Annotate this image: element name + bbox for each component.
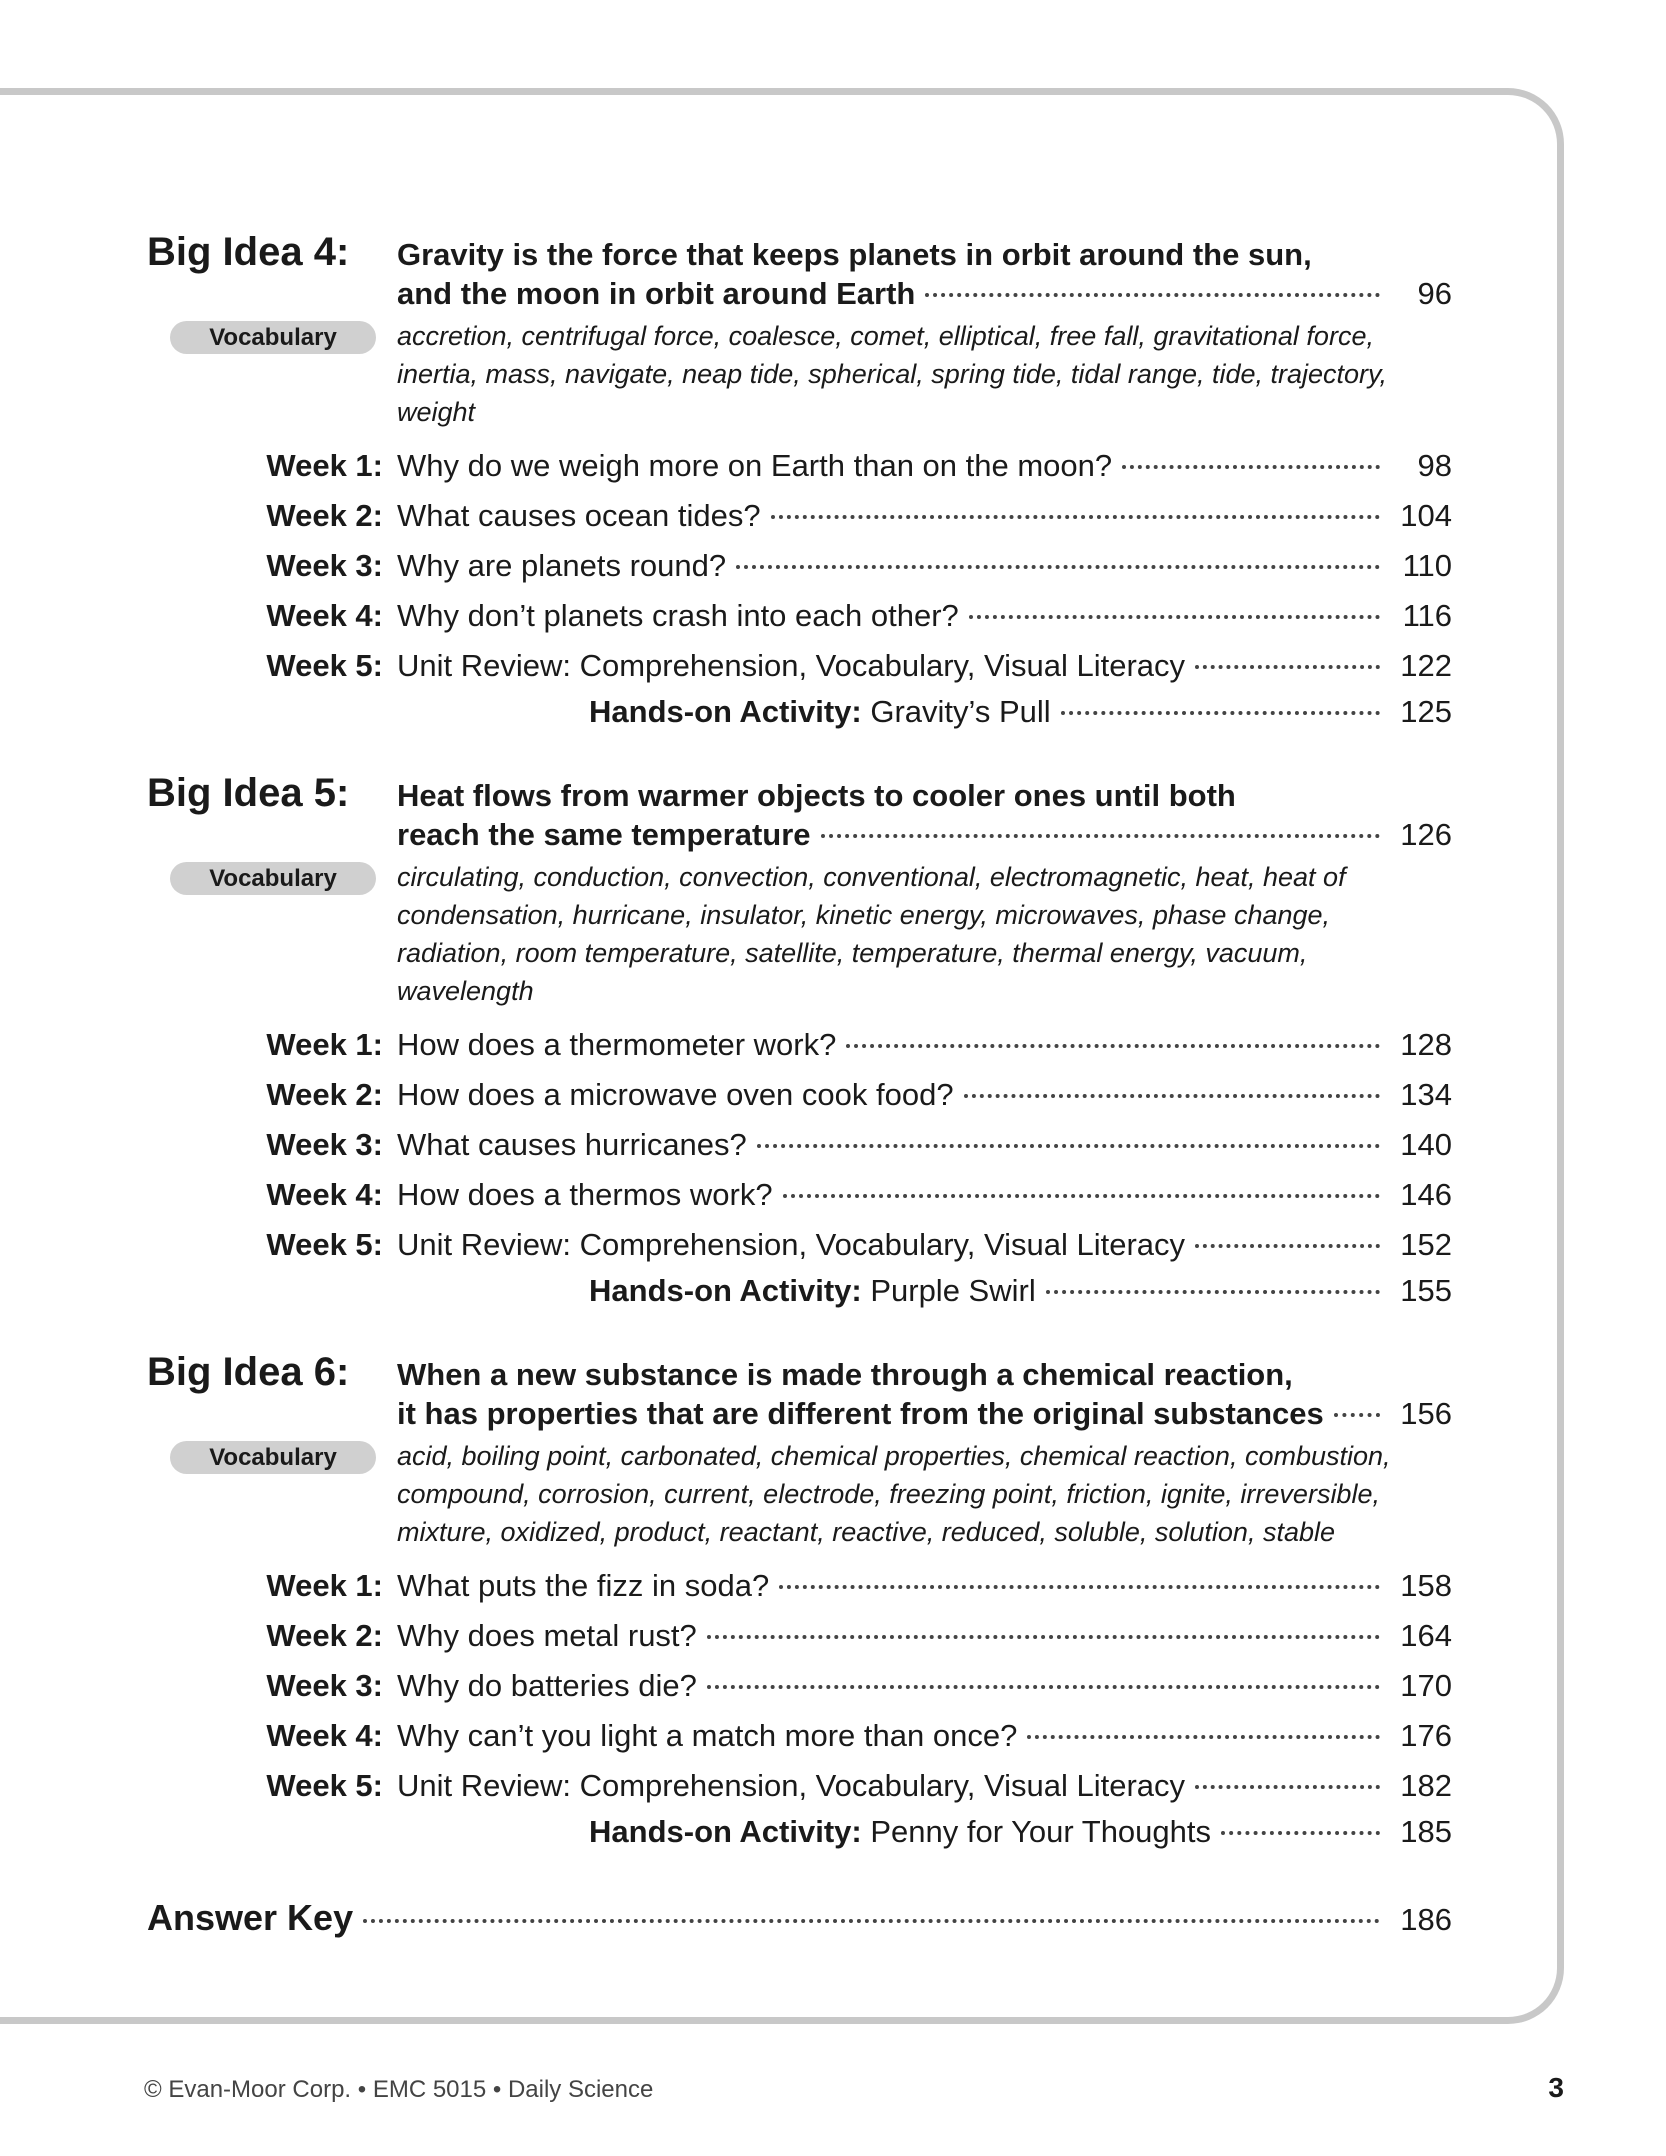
activity-title: Penny for Your Thoughts (870, 1814, 1212, 1849)
week-title: Why are planets round? (397, 548, 727, 583)
week-label: Week 5: (266, 648, 383, 683)
activity-title: Gravity’s Pull (870, 694, 1051, 729)
page-number-footer: 3 (1548, 2072, 1564, 2103)
dot-leader (964, 1094, 1380, 1098)
dot-leader (783, 1194, 1380, 1198)
page-number: 104 (1400, 498, 1452, 533)
vocabulary-badge: Vocabulary (170, 862, 376, 895)
dot-leader (1046, 1290, 1380, 1294)
week-label: Week 1: (266, 448, 383, 483)
page-number: 126 (1400, 817, 1452, 852)
big-idea-title-line1: Gravity is the force that keeps planets in orbit around the sun, (397, 237, 1312, 272)
page-number: 152 (1400, 1227, 1452, 1262)
big-idea-label: Big Idea 4: (147, 230, 350, 274)
week-label: Week 2: (266, 1618, 383, 1653)
week-label: Week 2: (266, 1077, 383, 1112)
page-number: 156 (1400, 1396, 1452, 1431)
vocabulary-badge: Vocabulary (170, 1441, 376, 1474)
big-idea-title-line1: Heat flows from warmer objects to cooler ones until both (397, 778, 1236, 813)
week-title: How does a thermometer work? (397, 1027, 837, 1062)
week-label: Week 3: (266, 1127, 383, 1162)
vocabulary-list: acid, boiling point, carbonated, chemical properties, chemical reaction, combustion, compound, corrosion, current, electrode, freezing point, friction, ignite, irreversible, mixture, oxidized, product, reactant, reactive, reduced, soluble, solution, stable (397, 1441, 1391, 1547)
dot-leader (363, 1919, 1380, 1923)
page-number: 185 (1400, 1814, 1452, 1849)
dot-leader (969, 615, 1380, 619)
dot-leader (1122, 465, 1380, 469)
activity-title: Purple Swirl (870, 1273, 1036, 1308)
big-idea-title-line2: reach the same temperature (397, 817, 811, 852)
week-label: Week 4: (266, 598, 383, 633)
dot-leader (1195, 1244, 1380, 1248)
page-number: 158 (1400, 1568, 1452, 1603)
page-number: 170 (1400, 1668, 1452, 1703)
week-title: Why don’t planets crash into each other? (397, 598, 959, 633)
activity-label: Hands-on Activity: (589, 694, 862, 729)
week-label: Week 3: (266, 1668, 383, 1703)
week-label: Week 3: (266, 548, 383, 583)
week-title: Why does metal rust? (397, 1618, 697, 1653)
table-of-contents (147, 232, 1452, 1945)
dot-leader (1027, 1735, 1380, 1739)
big-idea-label: Big Idea 6: (147, 1350, 350, 1394)
page-footer (144, 2072, 1564, 2104)
big-idea-label: Big Idea 5: (147, 771, 350, 815)
week-title: How does a microwave oven cook food? (397, 1077, 954, 1112)
week-title: Why do we weigh more on Earth than on the moon? (397, 448, 1113, 483)
answer-key-entry (147, 1893, 1452, 1945)
page-number: 122 (1400, 648, 1452, 683)
big-idea-title-line1: When a new substance is made through a chemical reaction, (397, 1357, 1293, 1392)
big-idea-6-section (147, 1352, 1452, 1853)
dot-leader (707, 1635, 1380, 1639)
dot-leader (1061, 711, 1380, 715)
page-number: 110 (1402, 548, 1452, 583)
page-number: 155 (1400, 1273, 1452, 1308)
week-title: Unit Review: Comprehension, Vocabulary, Visual Literacy (397, 1227, 1186, 1262)
week-title: What causes ocean tides? (397, 498, 761, 533)
dot-leader (1195, 665, 1380, 669)
week-title: How does a thermos work? (397, 1177, 773, 1212)
dot-leader (779, 1585, 1380, 1589)
week-label: Week 2: (266, 498, 383, 533)
vocabulary-list: circulating, conduction, convection, conventional, electromagnetic, heat, heat of condensation, hurricane, insulator, kinetic energy, microwaves, phase change, radiation, room temperature, satellite, temperature, thermal energy, vacuum, wavelength (397, 862, 1346, 1006)
big-idea-title-line2: it has properties that are different from the original substances (397, 1396, 1324, 1431)
page-number: 128 (1400, 1027, 1452, 1062)
week-title: What causes hurricanes? (397, 1127, 747, 1162)
vocabulary-badge: Vocabulary (170, 321, 376, 354)
page-number: 96 (1417, 276, 1452, 311)
dot-leader (771, 515, 1380, 519)
week-label: Week 5: (266, 1768, 383, 1803)
dot-leader (757, 1144, 1380, 1148)
page-number: 186 (1400, 1902, 1452, 1937)
page-number: 164 (1400, 1618, 1452, 1653)
big-idea-title-line2: and the moon in orbit around Earth (397, 276, 916, 311)
answer-key-label: Answer Key (147, 1897, 354, 1938)
page-number: 176 (1400, 1718, 1452, 1753)
week-title: Unit Review: Comprehension, Vocabulary, Visual Literacy (397, 1768, 1186, 1803)
page-number: 116 (1402, 598, 1452, 633)
vocabulary-list: accretion, centrifugal force, coalesce, comet, elliptical, free fall, gravitational force, inertia, mass, navigate, neap tide, spherical, spring tide, tidal range, tide, trajectory, weight (397, 321, 1388, 427)
dot-leader (846, 1044, 1380, 1048)
week-label: Week 1: (266, 1027, 383, 1062)
page-number: 98 (1417, 448, 1452, 483)
week-label: Week 4: (266, 1177, 383, 1212)
week-label: Week 5: (266, 1227, 383, 1262)
copyright-text: © Evan-Moor Corp. • EMC 5015 • Daily Science (144, 2076, 654, 2103)
dot-leader (736, 565, 1380, 569)
week-title: Why can’t you light a match more than once? (397, 1718, 1018, 1753)
page-number: 125 (1400, 694, 1452, 729)
activity-label: Hands-on Activity: (589, 1814, 862, 1849)
dot-leader (1221, 1831, 1380, 1835)
week-title: Unit Review: Comprehension, Vocabulary, Visual Literacy (397, 648, 1186, 683)
dot-leader (1334, 1413, 1380, 1417)
activity-label: Hands-on Activity: (589, 1273, 862, 1308)
page-number: 140 (1400, 1127, 1452, 1162)
dot-leader (1195, 1785, 1380, 1789)
week-title: What puts the fizz in soda? (397, 1568, 770, 1603)
week-label: Week 4: (266, 1718, 383, 1753)
dot-leader (925, 293, 1380, 297)
dot-leader (707, 1685, 1380, 1689)
big-idea-5-section (147, 773, 1452, 1312)
page-number: 134 (1400, 1077, 1452, 1112)
week-label: Week 1: (266, 1568, 383, 1603)
page-number: 146 (1400, 1177, 1452, 1212)
dot-leader (821, 834, 1380, 838)
page-number: 182 (1400, 1768, 1452, 1803)
big-idea-4-section (147, 232, 1452, 733)
week-title: Why do batteries die? (397, 1668, 697, 1703)
